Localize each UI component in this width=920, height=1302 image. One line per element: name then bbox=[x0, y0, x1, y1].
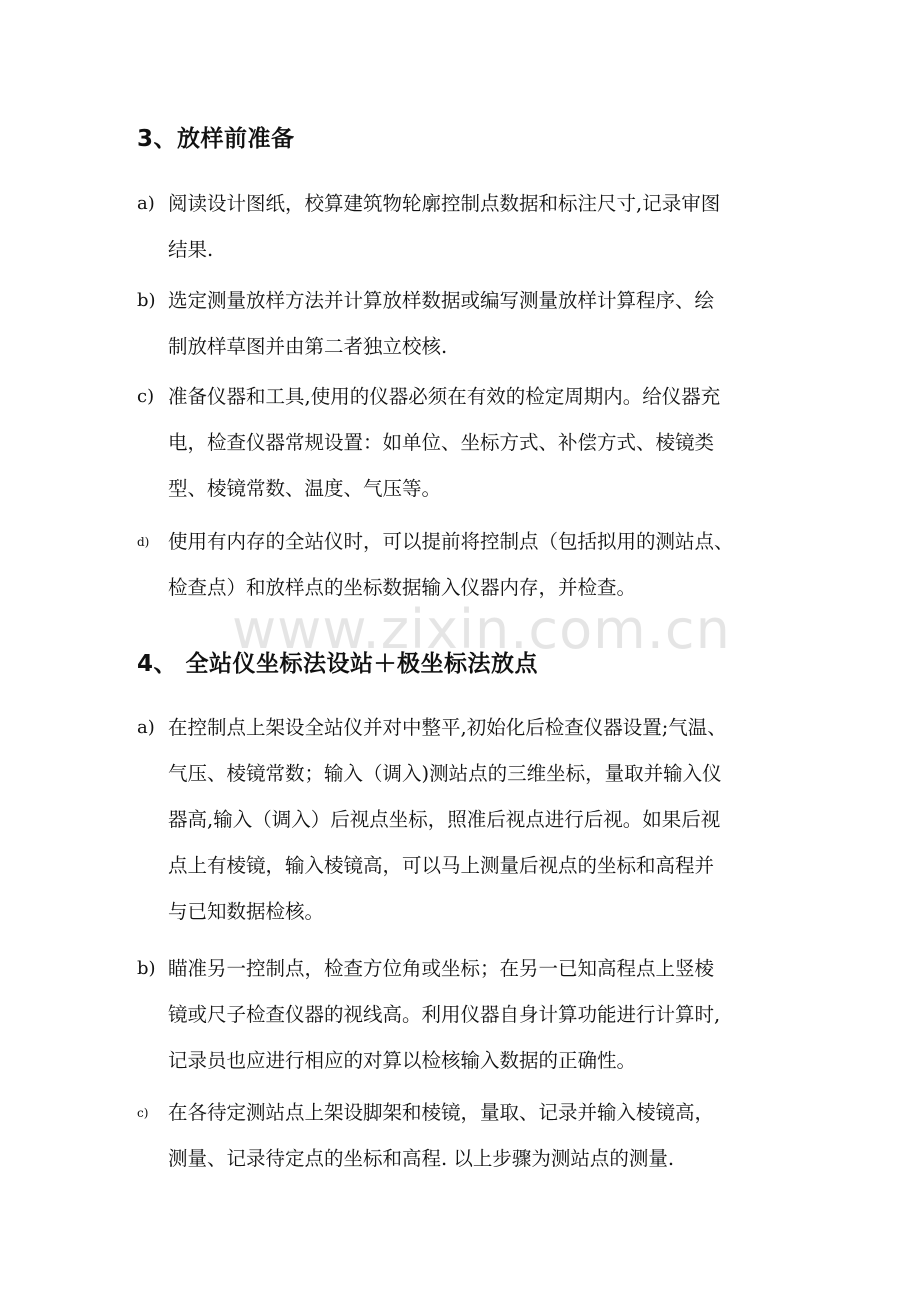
text-line: 制放样草图并由第二者独立校核. bbox=[168, 335, 448, 358]
text-line: 在控制点上架设全站仪并对中整平,初始化后检查仪器设置;气温、 bbox=[168, 716, 727, 739]
text-line: 测量、记录待定点的坐标和高程. 以上步骤为测站点的测量. bbox=[168, 1147, 675, 1170]
list-marker: d) bbox=[137, 535, 150, 549]
text-line: 检查点）和放样点的坐标数据输入仪器内存，并检查。 bbox=[168, 576, 637, 599]
list-marker: b) bbox=[137, 290, 156, 311]
text-line: 在各待定测站点上架设脚架和棱镜，量取、记录并输入棱镜高， bbox=[168, 1101, 715, 1124]
list-marker: a) bbox=[137, 193, 155, 214]
list-marker: c) bbox=[137, 1106, 149, 1120]
list-marker: b) bbox=[137, 958, 156, 979]
text-line: 准备仪器和工具,使用的仪器必须在有效的检定周期内。给仪器充 bbox=[168, 385, 721, 408]
list-item-text bbox=[168, 1090, 793, 1182]
list-marker: c) bbox=[137, 386, 155, 407]
list-item-text bbox=[168, 705, 793, 935]
list-item-text bbox=[168, 946, 793, 1084]
text-line: 器高,输入（调入）后视点坐标，照准后视点进行后视。如果后视 bbox=[168, 808, 721, 831]
text-line: 结果. bbox=[168, 238, 214, 261]
list-marker: a) bbox=[137, 717, 155, 738]
text-line: 选定测量放样方法并计算放样数据或编写测量放样计算程序、绘 bbox=[168, 289, 715, 312]
section-4-heading: 4、 全站仪坐标法设站＋极坐标法放点 bbox=[137, 651, 539, 677]
list-item-text bbox=[168, 374, 793, 512]
text-line: 气压、棱镜常数；输入（调入)测站点的三维坐标，量取并输入仪 bbox=[168, 762, 722, 785]
text-line: 使用有内存的全站仪时，可以提前将控制点（包括拟用的测站点、 bbox=[168, 530, 734, 553]
list-item-text bbox=[168, 181, 793, 273]
text-line: 记录员也应进行相应的对算以检核输入数据的正确性。 bbox=[168, 1049, 637, 1072]
section-3-heading: 3、放样前准备 bbox=[137, 126, 295, 152]
text-line: 型、棱镜常数、温度、气压等。 bbox=[168, 477, 442, 500]
text-line: 与已知数据检核。 bbox=[168, 900, 325, 923]
list-item-text bbox=[168, 519, 793, 611]
text-line: 阅读设计图纸，校算建筑物轮廓控制点数据和标注尺寸,记录审图 bbox=[168, 192, 721, 215]
watermark: www.zixin.com.cn bbox=[232, 598, 731, 661]
text-line: 电，检查仪器常规设置：如单位、坐标方式、补偿方式、棱镜类 bbox=[168, 431, 715, 454]
text-line: 镜或尺子检查仪器的视线高。利用仪器自身计算功能进行计算时, bbox=[168, 1003, 721, 1026]
text-line: 瞄准另一控制点，检查方位角或坐标；在另一已知高程点上竖棱 bbox=[168, 957, 715, 980]
list-item-text bbox=[168, 278, 793, 370]
text-line: 点上有棱镜，输入棱镜高，可以马上测量后视点的坐标和高程并 bbox=[168, 854, 715, 877]
